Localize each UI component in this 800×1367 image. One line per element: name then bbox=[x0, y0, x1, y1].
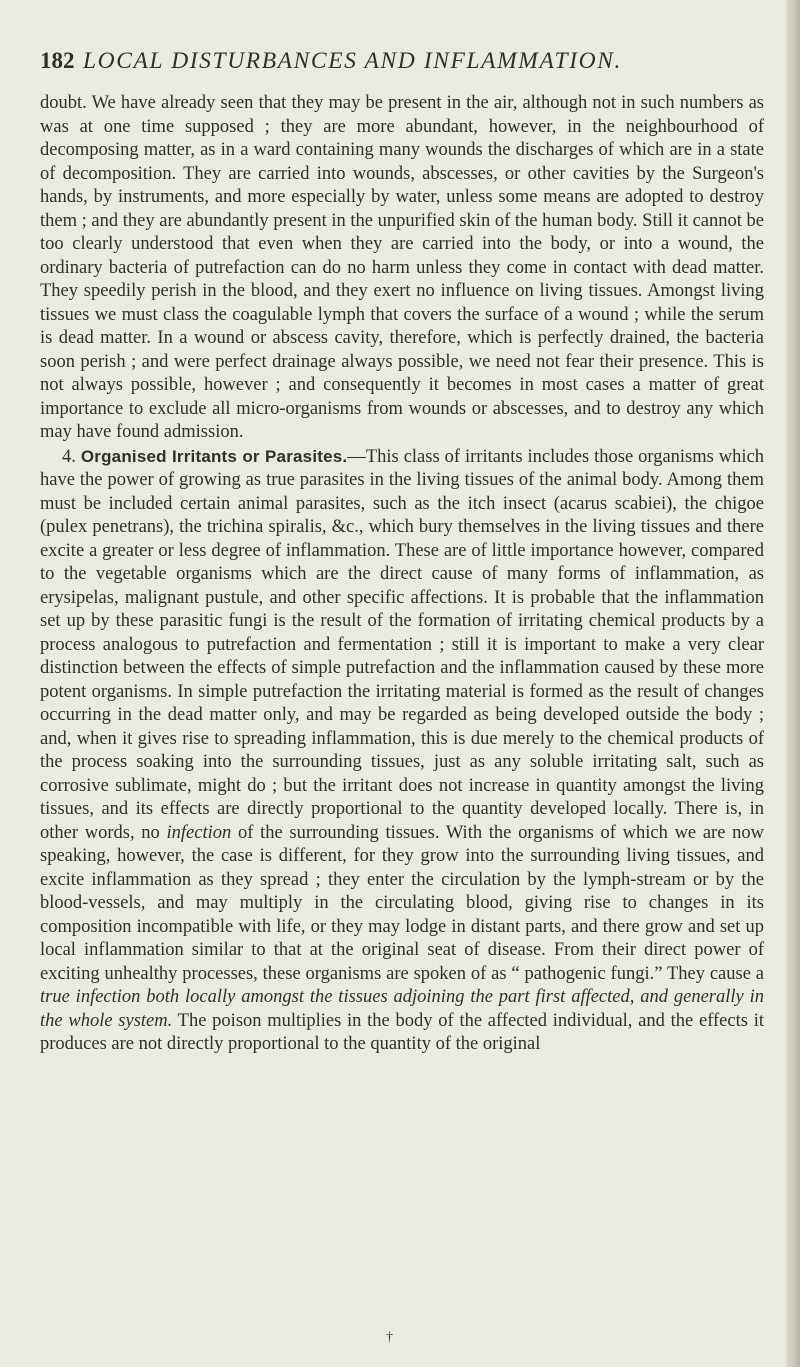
body-text bbox=[40, 92, 764, 1057]
paragraph-text-part-3: The poison multiplies in the body of the affected individual, and the effects it produces are not directly proportional to the quantity of the original bbox=[40, 1010, 764, 1054]
paragraph-text-part-1: —This class of irritants includes those organisms which have the power of growing as true parasites in the living tissues of the animal body. Among them must be included certain animal parasites, such as the itch insect (acarus scabiei), the chigoe (pulex penetrans), the trichina spiralis, &c., which bury themselves in the living tissues and there excite a greater or less degree of inflammation. These are of little importance however, compared to the vegetable organisms which are the direct cause of many forms of inflammation, as erysipelas, malignant pustule, and other specific affections. It is probable that the inflammation set up by these parasitic fungi is the result of the formation of irritating chemical products by a process analogous to putrefaction and fermentation ; still it is important to make a very clear distinction between the effects of simple putrefaction and the inflammation caused by these more potent organisms. In simple putrefaction the irritating material is formed as the result of changes occurring in the dead matter only, and may be regarded as being developed outside the body ; and, when it gives rise to spreading inflammation, this is due merely to the chemical products of the process soaking into the surrounding tissues, just as any soluble irritating salt, such as corrosive sublimate, might do ; but the irritant does not increase in quantity amongst the living tissues, and its effects are directly proportional to the quantity developed locally. There is, in other words, no bbox=[40, 446, 765, 843]
italic-true-infection-phrase: true infection both locally amongst the tissues adjoining the part first affected, and generally in the whole system. bbox=[40, 987, 764, 1031]
page-header bbox=[40, 48, 760, 78]
page-number: 182 bbox=[40, 48, 75, 73]
paragraph-text-part-2: of the surrounding tissues. With the organisms of which we are now speaking, however, the case is different, for they grow into the surrounding living tissues, and excite inflammation as they spread ; they enter the circulation by the lymph-stream or by the blood-vessels, and may multiply in the circulating blood, giving rise to changes in its composition incompatible with life, or they may lodge in distant parts, and there grow and set up local inflammation similar to that at the original seat of disease. From their direct power of exciting unhealthy processes, these organisms are spoken of as “ pathogenic fungi.” They cause a bbox=[40, 822, 765, 984]
section-heading: Organised Irritants or Parasites. bbox=[80, 446, 348, 466]
italic-infection: infection bbox=[166, 822, 232, 843]
section-number: 4. bbox=[62, 446, 76, 467]
page-edge-shadow bbox=[786, 0, 800, 1367]
paragraph-organised-irritants bbox=[40, 445, 764, 1057]
paragraph-continuation: doubt. We have already seen that they may be present in the air, although not in such numbers as was at one time supposed ; they are more abundant, however, in the neighbourhood of decomposing matter, as in a ward containing many wounds the discharges of which are in a state of decomposition. They are carried into wounds, abscesses, or other cavities by the Surgeon's hands, by instruments, and more especially by water, unless some means are adopted to destroy them ; and they are abundantly present in the unpurified skin of the human body. Still it cannot be too clearly understood that even when they are carried into the body, or into a wound, the ordinary bacteria of putrefaction can do no harm unless they come in contact with dead matter. They speedily perish in the blood, and they exert no influence on living tissues. Amongst living tissues we must class the coagulable lymph that covers the surface of a wound ; while the serum is dead matter. In a wound or abscess cavity, therefore, which is perfectly drained, the bacteria soon perish ; and were perfect drainage always possible, we need not fear their presence. This is not always possible, however ; and consequently it becomes in most cases a matter of great importance to exclude all micro-organisms from wounds or abscesses, and to destroy any which may have found admission. bbox=[40, 93, 764, 442]
running-head: LOCAL DISTURBANCES AND INFLAMMATION. bbox=[83, 48, 622, 74]
signature-mark: † bbox=[386, 1330, 393, 1345]
